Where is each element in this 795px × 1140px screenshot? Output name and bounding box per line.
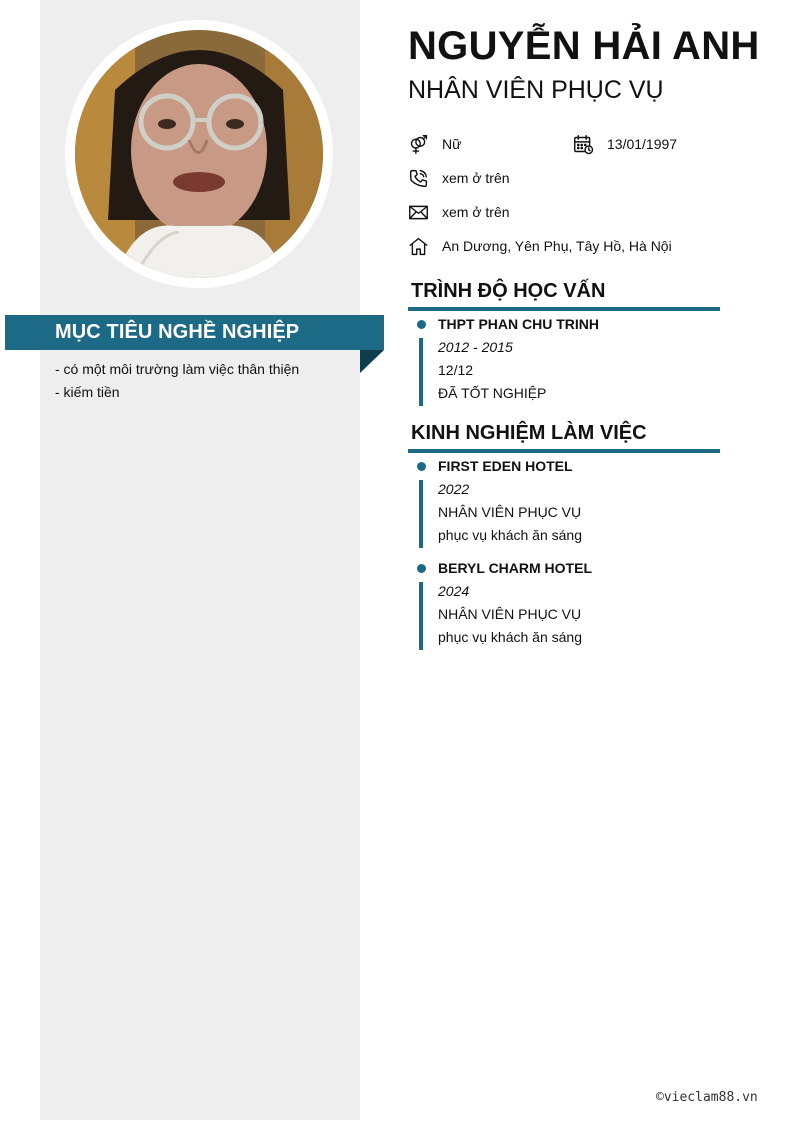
experience-rule (408, 449, 720, 453)
education-period: 2012 - 2015 (438, 339, 513, 355)
education-status: ĐÃ TỐT NGHIỆP (438, 385, 547, 401)
calendar-icon (572, 133, 594, 155)
education-title: TRÌNH ĐỘ HỌC VẤN (411, 280, 606, 302)
address-value: An Dương, Yên Phụ, Tây Hồ, Hà Nội (442, 238, 672, 254)
experience-company: BERYL CHARM HOTEL (438, 560, 592, 576)
experience-entry-bar (419, 480, 423, 548)
education-entry-bar (419, 338, 423, 406)
banner-fold-decoration (360, 350, 384, 373)
phone-value: xem ở trên (442, 170, 510, 186)
experience-title: KINH NGHIỆM LÀM VIỆC (411, 422, 647, 444)
experience-year: 2022 (438, 481, 470, 497)
objective-title: MỤC TIÊU NGHỀ NGHIỆP (55, 321, 300, 343)
experience-entry-dot (417, 462, 426, 471)
experience-entry-bar (419, 582, 423, 650)
experience-description: phục vụ khách ăn sáng (438, 527, 582, 543)
experience-year: 2024 (438, 583, 470, 599)
address-row (407, 235, 672, 257)
avatar (75, 30, 323, 278)
phone-icon (407, 167, 429, 189)
education-rule (408, 307, 720, 311)
objective-line: - có một môi trường làm việc thân thiện (55, 361, 300, 377)
experience-company: FIRST EDEN HOTEL (438, 458, 573, 474)
objective-line: - kiếm tiền (55, 384, 120, 400)
education-grade: 12/12 (438, 362, 474, 378)
candidate-position: NHÂN VIÊN PHỤC VỤ (408, 76, 664, 104)
gender-row (407, 133, 461, 155)
mail-icon (407, 201, 429, 223)
education-school: THPT PHAN CHU TRINH (438, 316, 599, 332)
home-icon (407, 235, 429, 257)
email-row (407, 201, 510, 223)
experience-role: NHÂN VIÊN PHỤC VỤ (438, 606, 582, 622)
experience-entry-dot (417, 564, 426, 573)
experience-role: NHÂN VIÊN PHỤC VỤ (438, 504, 582, 520)
candidate-name: NGUYỄN HẢI ANH (408, 24, 760, 68)
birthday-value: 13/01/1997 (607, 136, 678, 152)
footer-brand[interactable]: ©vieclam88.vn (656, 1090, 758, 1105)
gender-value: Nữ (442, 136, 462, 152)
birthday-row (572, 133, 677, 155)
email-value: xem ở trên (442, 204, 510, 220)
phone-row (407, 167, 510, 189)
experience-description: phục vụ khách ăn sáng (438, 629, 582, 645)
gender-icon (407, 133, 429, 155)
objective-list (55, 358, 299, 404)
education-entry-dot (417, 320, 426, 329)
